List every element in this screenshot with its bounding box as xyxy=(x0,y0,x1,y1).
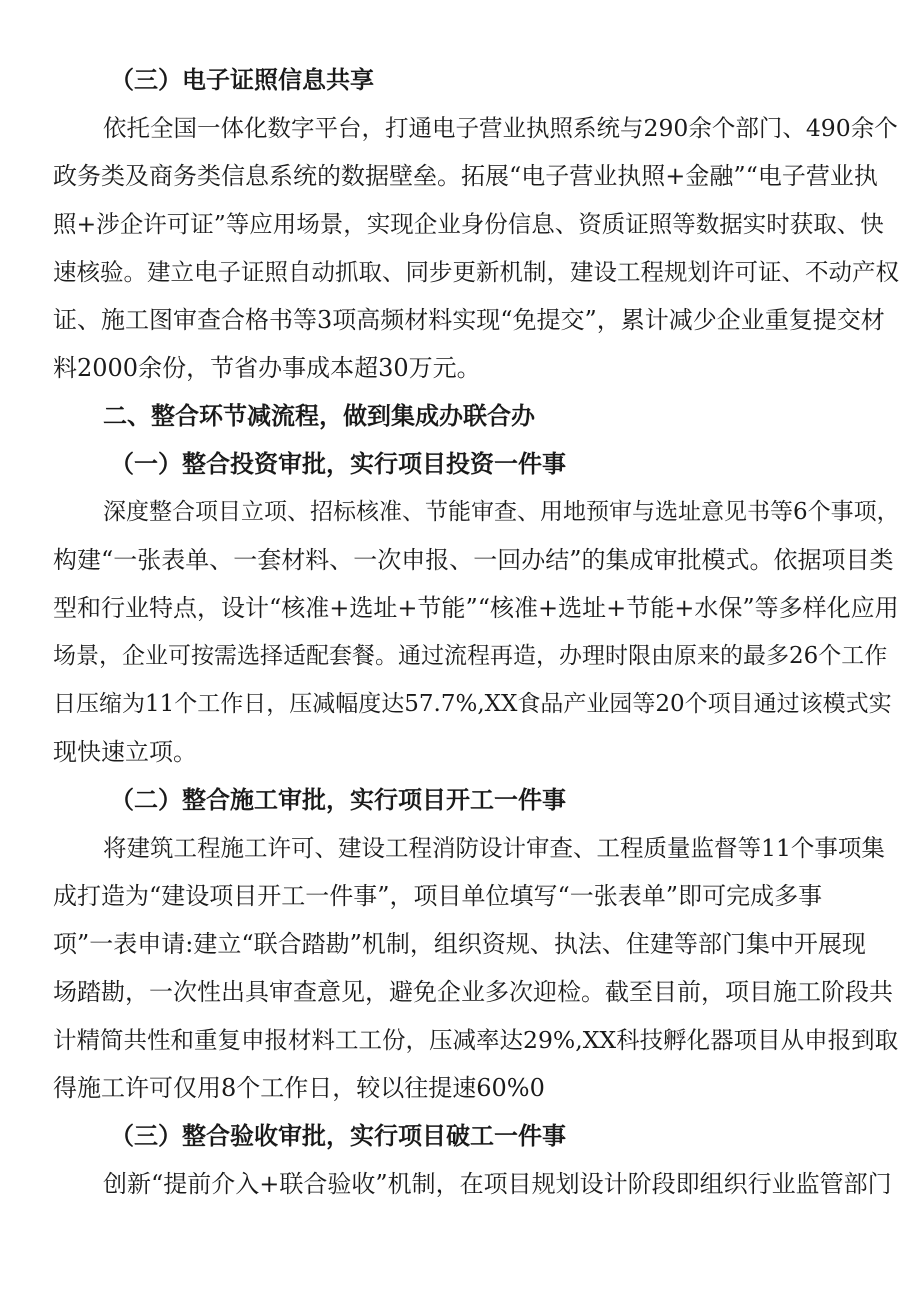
section-heading-acceptance: （三）整合验收审批，实行项目破工一件事 xyxy=(110,1122,566,1150)
paragraph-line: 场踏勘，一次性出具审查意见，避免企业多次迎检。截至目前，项目施工阶段共 xyxy=(53,978,893,1006)
paragraph-line: 将建筑工程施工许可、建设工程消防设计审查、工程质量监督等11个事项集 xyxy=(103,834,885,862)
paragraph-line: 照+涉企许可证”等应用场景，实现企业身份信息、资质证照等数据实时获取、快 xyxy=(53,210,884,238)
paragraph-line: 速核验。建立电子证照自动抓取、同步更新机制，建设工程规划许可证、不动产权 xyxy=(53,258,899,286)
chapter-heading: 二、整合环节减流程，做到集成办联合办 xyxy=(103,402,535,430)
paragraph-line: 证、施工图审查合格书等3项高频材料实现“免提交”，累计减少企业重复提交材 xyxy=(53,306,885,334)
paragraph-line: 项”一表申请:建立“联合踏勘”机制，组织资规、执法、住建等部门集中开展现 xyxy=(53,930,866,958)
paragraph-line: 依托全国一体化数字平台，打通电子营业执照系统与290余个部门、490余个 xyxy=(103,114,898,142)
paragraph-line: 计精简共性和重复申报材料工工份，压减率达29%,XX科技孵化器项目从申报到取 xyxy=(53,1026,899,1054)
paragraph-line: 场景，企业可按需选择适配套餐。通过流程再造，办理时限由原来的最多26个工作 xyxy=(53,643,888,669)
section-heading-investment: （一）整合投资审批，实行项目投资一件事 xyxy=(110,450,566,478)
paragraph-line: 政务类及商务类信息系统的数据壁垒。拓展“电子营业执照+金融”“电子营业执 xyxy=(53,162,878,190)
paragraph-line: 日压缩为11个工作日，压减幅度达57.7%,XX食品产业园等20个项目通过该模式实 xyxy=(53,691,892,717)
paragraph-line: 深度整合项目立项、招标核准、节能审查、用地预审与选址意见书等6个事项， xyxy=(103,499,900,525)
section-heading-construction: （二）整合施工审批，实行项目开工一件事 xyxy=(110,786,566,814)
section-heading-electronic-license: （三）电子证照信息共享 xyxy=(110,66,374,94)
paragraph-line: 成打造为“建设项目开工一件事”，项目单位填写“一张表单”即可完成多事 xyxy=(53,882,823,910)
paragraph-line: 现快速立项。 xyxy=(53,738,197,766)
paragraph-line: 型和行业特点，设计“核准+选址+节能”“核准+选址+节能+水保”等多样化应用 xyxy=(53,594,899,622)
paragraph-line: 得施工许可仅用8个工作日，较以往提速60%0 xyxy=(53,1074,545,1102)
paragraph-line: 料2000余份，节省办事成本超30万元。 xyxy=(53,354,481,382)
paragraph-line: 创新“提前介入+联合验收”机制，在项目规划设计阶段即组织行业监管部门 xyxy=(103,1170,892,1198)
paragraph-line: 构建“一张表单、一套材料、一次申报、一回办结”的集成审批模式。依据项目类 xyxy=(53,546,894,574)
